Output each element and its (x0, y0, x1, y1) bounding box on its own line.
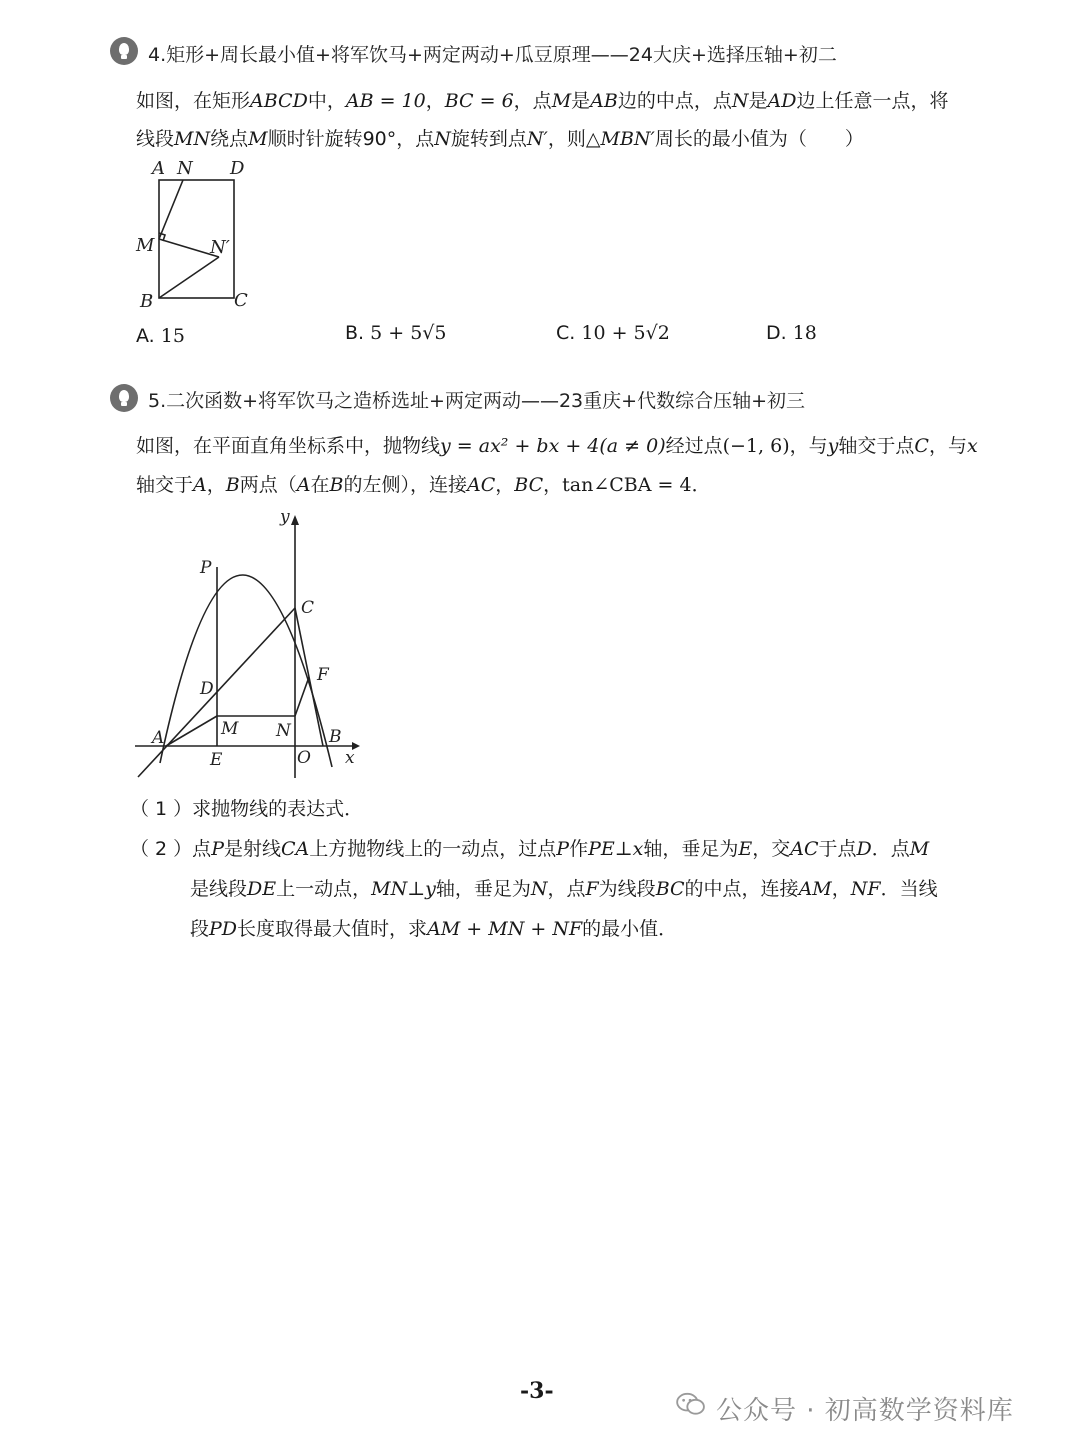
math-ca: CA (281, 838, 310, 860)
text: ，则△ (547, 128, 601, 150)
text: 两点（ (239, 474, 297, 496)
text: 轴，垂足为 (643, 838, 739, 860)
option-b[interactable] (345, 322, 447, 344)
math-bc: BC (514, 474, 544, 496)
math-mbn-prime: MBN′ (600, 128, 655, 150)
label-M: M (221, 719, 239, 739)
option-value: 15 (160, 325, 185, 347)
math-sum-expr: AM + MN + NF (427, 918, 583, 940)
math-bc-eq: BC = 6 (444, 90, 514, 112)
label-E: E (210, 750, 223, 770)
math-n: N (530, 878, 548, 900)
label-x: x (345, 748, 355, 768)
question-number: （ 2 ） (130, 838, 193, 860)
math-e: E (738, 838, 753, 860)
watermark-text: 公众号 · 初高数学资料库 (716, 1396, 1014, 1426)
math-p: P (211, 838, 224, 860)
text: 如图，在平面直角坐标系中，抛物线 (136, 435, 441, 457)
text: ， (495, 474, 515, 496)
option-value: 18 (792, 322, 817, 344)
text: 于点 (818, 838, 857, 860)
math-b: B (225, 474, 240, 496)
text: 如图，在矩形 (136, 90, 251, 112)
text: 绕点 (210, 128, 249, 150)
option-d[interactable] (766, 322, 817, 344)
text: 经过点 (665, 435, 723, 457)
text: 边上任意一点，将 (796, 90, 949, 112)
option-value: 10 + 5√2 (581, 322, 670, 344)
math-c: C (914, 435, 929, 457)
math-ab-eq: AB = 10 (345, 90, 426, 112)
question-1 (130, 789, 363, 829)
segment-bn-prime (159, 257, 219, 298)
problem-5-heading: 5.二次函数+将军饮马之造桥选址+两定两动——23重庆+代数综合压轴+初三 (148, 390, 805, 412)
text: ，与 (928, 435, 967, 457)
option-value: 5 + 5√5 (370, 322, 447, 344)
math-a: A (193, 474, 207, 496)
text: 上方抛物线上的一动点，过点 (309, 838, 557, 860)
text: ，与 (789, 435, 828, 457)
math-mn: MN (174, 128, 211, 150)
text: ，点 (513, 90, 552, 112)
math-a: A (296, 474, 311, 496)
text: 轴交于点 (838, 435, 915, 457)
text: ，点 (547, 878, 586, 900)
label-D: D (230, 158, 245, 179)
option-c[interactable] (556, 322, 670, 344)
math-m: M (248, 128, 268, 150)
label-N: N (276, 721, 291, 741)
math-m: M (909, 838, 930, 860)
y-axis-arrow (291, 515, 299, 525)
option-a[interactable] (136, 325, 185, 347)
math-x: x (966, 435, 978, 457)
math-p: P (556, 838, 570, 860)
label-C: C (301, 598, 315, 618)
text: 旋转到点 (450, 128, 527, 150)
math-nf: NF (850, 878, 881, 900)
math-ac: AC (466, 474, 496, 496)
text: 上一动点， (276, 878, 372, 900)
option-letter: B. (345, 322, 365, 344)
page-number: -3- (520, 1378, 554, 1404)
label-O: O (297, 748, 311, 768)
math-parabola-eq: y = ax² + bx + 4(a ≠ 0) (440, 435, 666, 457)
label-N: N (177, 158, 193, 179)
question-number: （ 1 ） (130, 798, 193, 820)
text: 点 (192, 838, 212, 860)
lightbulb-icon (110, 384, 138, 412)
math-mn-perp: MN⊥y (371, 878, 436, 900)
math-y: y (827, 435, 839, 457)
question-2-line-3 (190, 909, 677, 949)
question-text: 求抛物线的表达式． (192, 798, 364, 820)
label-B: B (329, 727, 342, 747)
math-d: D (856, 838, 872, 860)
problem-5-line-1 (136, 427, 978, 466)
text: ， (543, 474, 563, 496)
segment-mn (159, 180, 183, 239)
math-tan: tan∠CBA = 4 (562, 474, 692, 496)
text: 的左侧），连接 (343, 474, 467, 496)
math-ad: AD (767, 90, 797, 112)
label-N-prime: N′ (210, 237, 230, 258)
text: 段 (190, 918, 210, 940)
math-b: B (329, 474, 344, 496)
label-D: D (200, 679, 214, 699)
math-n-prime: N′ (526, 128, 548, 150)
math-pe-perp: PE⊥x (588, 838, 644, 860)
math-de: DE (247, 878, 277, 900)
text: ． (691, 474, 711, 496)
option-letter: D. (766, 322, 787, 344)
lightbulb-icon (110, 37, 138, 65)
problem-4-heading: 4.矩形+周长最小值+将军饮马+两定两动+瓜豆原理——24大庆+选择压轴+初二 (148, 44, 837, 66)
text: ， (425, 90, 445, 112)
text: 轴交于 (136, 474, 194, 496)
math-pd: PD (209, 918, 238, 940)
label-C: C (234, 290, 248, 311)
text: ．当线 (880, 878, 938, 900)
rectangle-figure (130, 155, 260, 315)
label-F: F (317, 665, 329, 685)
math-ab: AB (590, 90, 618, 112)
wechat-icon (676, 1392, 706, 1416)
text: 是 (571, 90, 591, 112)
problem-4-line-1 (136, 82, 949, 121)
text: 长度取得最大值时，求 (237, 918, 428, 940)
option-letter: C. (556, 322, 576, 344)
text: 的中点，连接 (684, 878, 799, 900)
text: 在 (310, 474, 330, 496)
text: ，交 (752, 838, 791, 860)
text: 的最小值． (582, 918, 678, 940)
label-B: B (140, 291, 154, 312)
text: 顺时针旋转90°，点 (267, 128, 435, 150)
math-n: N (731, 90, 749, 112)
text: ．点 (871, 838, 910, 860)
math-bc: BC (655, 878, 685, 900)
label-M: M (136, 235, 155, 256)
text: 作 (569, 838, 589, 860)
problem-4-line-2 (136, 120, 864, 159)
label-P: P (200, 558, 212, 578)
text: 是 (748, 90, 768, 112)
math-n: N (434, 128, 451, 150)
text: 边的中点，点 (617, 90, 732, 112)
math-point: (−1, 6) (722, 435, 790, 457)
question-2-line-1 (130, 829, 929, 869)
label-A: A (152, 728, 165, 748)
problem-5-line-2 (136, 466, 711, 505)
math-abcd: ABCD (250, 90, 308, 112)
label-A: A (152, 158, 165, 179)
math-m: M (551, 90, 572, 112)
text: ， (206, 474, 226, 496)
text: 轴，垂足为 (435, 878, 531, 900)
question-2-line-2 (190, 869, 938, 909)
label-y: y (280, 507, 290, 527)
math-f: F (585, 878, 599, 900)
text: 是射线 (223, 838, 281, 860)
text: 线段 (136, 128, 175, 150)
text: 周长的最小值为（ ） (654, 128, 864, 150)
parabola-figure (130, 505, 370, 785)
text: 是线段 (190, 878, 248, 900)
text: 为线段 (598, 878, 656, 900)
text: 中， (307, 90, 346, 112)
math-am: AM (798, 878, 832, 900)
segment-nf (295, 677, 309, 716)
math-ac: AC (790, 838, 819, 860)
text: ， (831, 878, 851, 900)
option-letter: A. (136, 325, 155, 347)
